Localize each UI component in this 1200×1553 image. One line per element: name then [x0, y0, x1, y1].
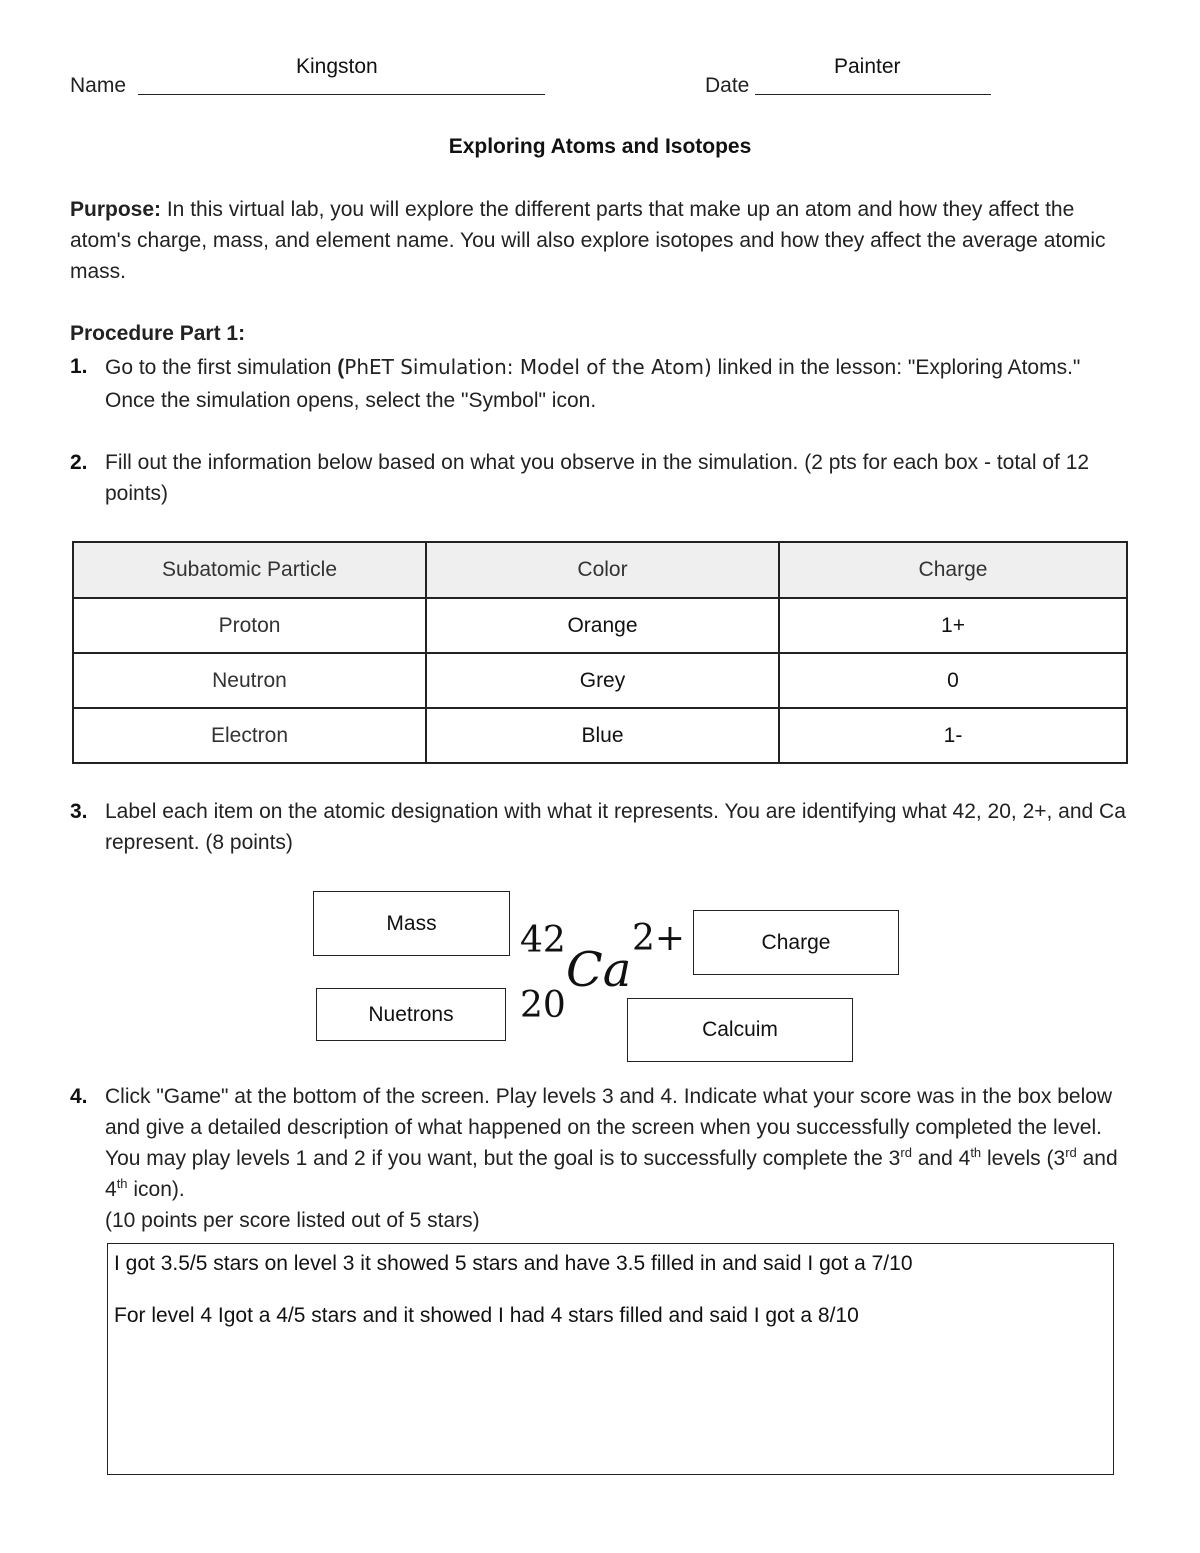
cell-color[interactable]: Blue [426, 708, 779, 763]
step4-text-a: Click "Game" at the bottom of the screen. Play levels 3 and 4. Indicate what your score was in the box below and give a detailed description of what happened on the screen when you successfully completed the level. You may play levels 1 and 2 if you want, but the goal is to successfully complete the 3 [105, 1085, 1113, 1170]
step2-text: Fill out the information below based on what you observe in the simulation. (2 pts for each box - total of 12 points) [105, 451, 1090, 505]
step4-text [105, 1081, 1135, 1236]
purpose-paragraph [70, 194, 1130, 287]
cell-particle: Proton [73, 598, 426, 653]
procedure-heading: Procedure Part 1: [70, 322, 246, 345]
step4-text-d: and 4 [105, 1147, 1118, 1201]
step4-number: 4. [70, 1085, 88, 1108]
particle-table [72, 541, 1128, 764]
name-underline [138, 94, 545, 95]
header-color: Color [426, 542, 779, 598]
step4-text-b: and 4 [911, 1147, 971, 1170]
step4-text-e: icon). [127, 1178, 185, 1201]
step1-paren: ( [337, 356, 345, 379]
table-row [73, 598, 1127, 653]
ion-charge: 2+ [632, 918, 686, 959]
name-value[interactable]: Kingston [296, 55, 378, 78]
step2-number: 2. [70, 451, 88, 474]
step4-sup: th [116, 1176, 128, 1191]
atomic-number: 20 [520, 985, 566, 1026]
date-label: Date [705, 74, 750, 97]
mass-number: 42 [520, 920, 566, 961]
step4-points: (10 points per score listed out of 5 stars) [105, 1209, 480, 1232]
step1-post: linked in the lesson: "Exploring Atoms." Once the simulation opens, select the "Symbol" icon. [105, 356, 1081, 412]
step1-number: 1. [70, 355, 88, 378]
step3-text: Label each item on the atomic designation with what it represents. You are identifying what 42, 20, 2+, and Ca represent. (8 points) [105, 800, 1126, 854]
step4-sup: rd [1065, 1145, 1077, 1160]
cell-charge[interactable]: 1+ [779, 598, 1127, 653]
answer-box[interactable] [107, 1243, 1114, 1475]
purpose-label: Purpose: [70, 198, 162, 221]
cell-charge[interactable]: 0 [779, 653, 1127, 708]
charge-label-box[interactable]: Charge [693, 910, 899, 975]
table-row [73, 653, 1127, 708]
purpose-text: In this virtual lab, you will explore the different parts that make up an atom and how they affect the atom's charge, mass, and element name. You will also explore isotopes and how they affect the average atomic mass. [70, 198, 1106, 283]
name-label: Name [70, 74, 127, 97]
step4-text-c: levels (3 [981, 1147, 1066, 1170]
step1-sim-name: PhET Simulation: Model of the Atom) [344, 355, 712, 379]
table-header-row [73, 542, 1127, 598]
header-particle: Subatomic Particle [73, 542, 426, 598]
table-row [73, 708, 1127, 763]
cell-particle: Electron [73, 708, 426, 763]
step1-text [105, 351, 1135, 417]
date-underline [755, 94, 991, 95]
answer-line-2: For level 4 Igot a 4/5 stars and it showed I had 4 stars filled and said I got a 8/10 [114, 1304, 859, 1327]
page-title: Exploring Atoms and Isotopes [448, 135, 752, 158]
element-symbol: Ca [566, 942, 632, 998]
step1-pre: Go to the first simulation [105, 356, 338, 379]
date-value[interactable]: Painter [834, 55, 901, 78]
cell-charge[interactable]: 1- [779, 708, 1127, 763]
step3-number: 3. [70, 800, 88, 823]
step4-sup: th [970, 1145, 982, 1160]
header-charge: Charge [779, 542, 1127, 598]
element-label-box[interactable]: Calcuim [627, 998, 853, 1062]
mass-label-box[interactable]: Mass [313, 891, 510, 956]
answer-line-1: I got 3.5/5 stars on level 3 it showed 5 stars and have 3.5 filled in and said I got a 7/10 [114, 1252, 913, 1275]
cell-color[interactable]: Grey [426, 653, 779, 708]
cell-color[interactable]: Orange [426, 598, 779, 653]
neutrons-label-box[interactable]: Nuetrons [316, 988, 506, 1041]
cell-particle: Neutron [73, 653, 426, 708]
step4-sup: rd [900, 1145, 912, 1160]
